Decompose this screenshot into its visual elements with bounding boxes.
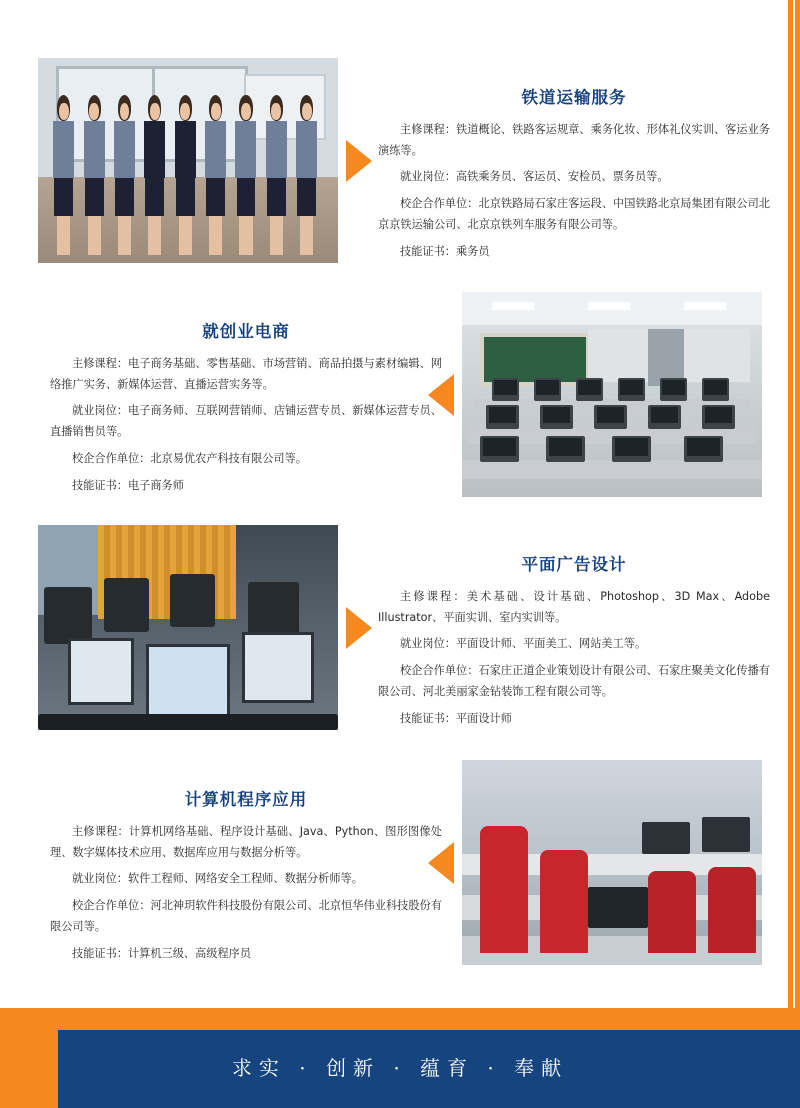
section-text: [50, 318, 442, 502]
section-title: 平面广告设计: [521, 555, 627, 574]
section-line-jobs: 就业岗位：平面设计师、平面美工、网站美工等。: [400, 637, 647, 651]
section-line-certificate: 技能证书：乘务员: [400, 244, 490, 258]
section-photo: [38, 525, 338, 730]
section-line-courses: 主修课程：美术基础、设计基础、Photoshop、3D Max、Adobe Illustrator、平面实训、室内实训等。: [378, 590, 770, 624]
section-railway-transport-service: [30, 58, 770, 268]
section-photo: [38, 58, 338, 263]
section-line-partners: 校企合作单位：河北神玥软件科技股份有限公司、北京恒华伟业科技股份有限公司等。: [50, 899, 442, 933]
section-photo: [462, 292, 762, 497]
arrow-right-icon: [346, 607, 372, 649]
section-line-courses: 主修课程：电子商务基础、零售基础、市场营销、商品拍摄与素材编辑、网络推广实务、新媒体运营、直播运营实务等。: [50, 357, 442, 391]
section-line-certificate: 技能证书：电子商务师: [72, 478, 184, 492]
section-text: [378, 551, 770, 735]
footer-orange-band: [0, 1008, 800, 1030]
section-line-jobs: 就业岗位：高铁乘务员、客运员、安检员、票务员等。: [400, 170, 669, 184]
section-title: 铁道运输服务: [521, 88, 627, 107]
page-footer: [0, 1008, 800, 1108]
section-title: 就创业电商: [202, 322, 290, 341]
footer-slogan: 求实 · 创新 · 蕴育 · 奉献: [231, 1056, 569, 1080]
section-photo: [462, 760, 762, 965]
right-edge-bar-stripe: [793, 0, 795, 1108]
section-e-commerce-entrepreneurship: [30, 292, 770, 502]
arrow-right-icon: [346, 140, 372, 182]
section-graphic-advertising-design: [30, 525, 770, 730]
section-text: [50, 786, 442, 970]
section-title: 计算机程序应用: [184, 790, 308, 809]
section-line-jobs: 就业岗位：软件工程师、网络安全工程师、数据分析师等。: [72, 872, 363, 886]
section-text: [378, 84, 770, 268]
section-computer-program-application: [30, 760, 770, 970]
section-line-courses: 主修课程：铁道概论、铁路客运规章、乘务化妆、形体礼仪实训、客运业务演练等。: [378, 123, 770, 157]
section-line-jobs: 就业岗位：电子商务师、互联网营销师、店铺运营专员、新媒体运营专员、直播销售员等。: [50, 404, 442, 439]
section-line-partners: 校企合作单位：北京铁路局石家庄客运段、中国铁路北京局集团有限公司北京京铁运输公司、北京京铁列车服务有限公司等。: [378, 197, 770, 231]
section-line-partners: 校企合作单位：北京易优农产科技有限公司等。: [72, 451, 307, 465]
section-line-certificate: 技能证书：计算机三级、高级程序员: [72, 946, 252, 960]
section-line-courses: 主修课程：计算机网络基础、程序设计基础、Java、Python、图形图像处理、数字媒体技术应用、数据库应用与数据分析等。: [50, 825, 442, 859]
section-line-partners: 校企合作单位：石家庄正道企业策划设计有限公司、石家庄聚美文化传播有限公司、河北美丽家金钻装饰工程有限公司等。: [378, 664, 770, 698]
section-line-certificate: 技能证书：平面设计师: [400, 711, 512, 725]
